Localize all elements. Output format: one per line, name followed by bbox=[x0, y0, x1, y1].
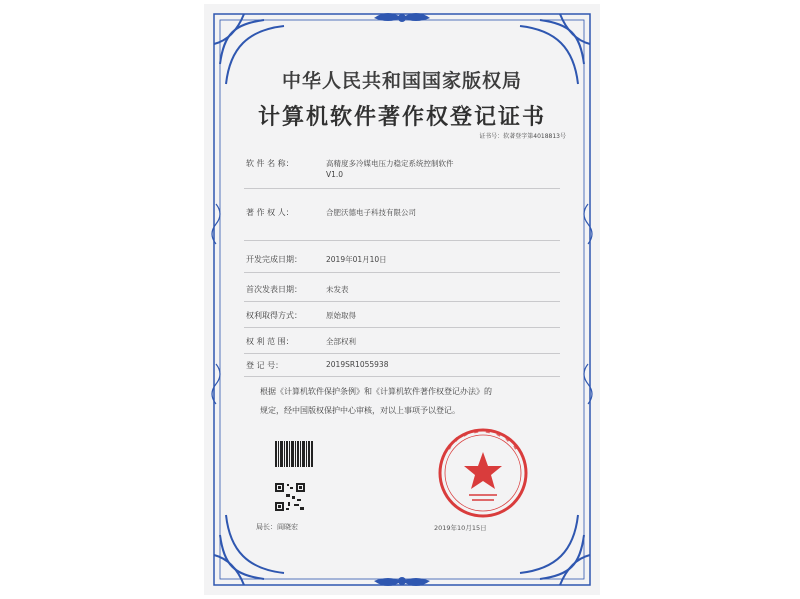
field-value: 合肥沃德电子科技有限公司 bbox=[326, 208, 416, 217]
certificate-authority-title: 中华人民共和国国家版权局 bbox=[281, 70, 522, 92]
field-value: 未发表 bbox=[326, 285, 349, 294]
legal-basis-line-2: 规定，经中国版权保护中心审核，对以上事项予以登记。 bbox=[260, 406, 460, 415]
field-value: 2019SR1055938 bbox=[326, 360, 389, 369]
certificate bbox=[204, 4, 600, 595]
divider bbox=[244, 353, 560, 354]
field-label: 登 记 号： bbox=[246, 361, 284, 370]
legal-basis-text bbox=[246, 382, 566, 420]
field-label: 首次发表日期： bbox=[246, 285, 302, 294]
field-label: 开发完成日期： bbox=[246, 255, 302, 264]
certificate-number: 证书号：软著登字第4018813号 bbox=[479, 133, 566, 140]
divider bbox=[244, 376, 560, 377]
legal-basis-line-1: 根据《计算机软件保护条例》和《计算机软件著作权登记办法》的 bbox=[260, 387, 492, 396]
field-label: 权利取得方式： bbox=[246, 311, 302, 320]
field-value: 2019年01月10日 bbox=[326, 255, 387, 264]
field-value-version: V1.0 bbox=[326, 170, 344, 179]
barcode-icon bbox=[274, 440, 314, 468]
field-value: 全部权利 bbox=[326, 337, 356, 346]
divider bbox=[244, 272, 560, 273]
issue-date: 2019年10月15日 bbox=[434, 524, 487, 532]
field-label: 著 作 权 人： bbox=[246, 208, 294, 217]
divider bbox=[244, 301, 560, 302]
field-value: 高精度多冷媒电压力稳定系统控制软件 bbox=[326, 159, 454, 168]
certificate-title: 计算机软件著作权登记证书 bbox=[257, 105, 546, 130]
divider bbox=[244, 188, 560, 189]
divider bbox=[244, 327, 560, 328]
field-label: 权 利 范 围： bbox=[246, 337, 294, 346]
qr-code-icon bbox=[274, 482, 306, 512]
official-seal-icon bbox=[436, 426, 530, 520]
field-label: 软 件 名 称： bbox=[246, 159, 294, 168]
field-value: 原始取得 bbox=[326, 311, 356, 320]
signature-line: 局长：阎晓宏 bbox=[256, 523, 298, 531]
divider bbox=[244, 240, 560, 241]
